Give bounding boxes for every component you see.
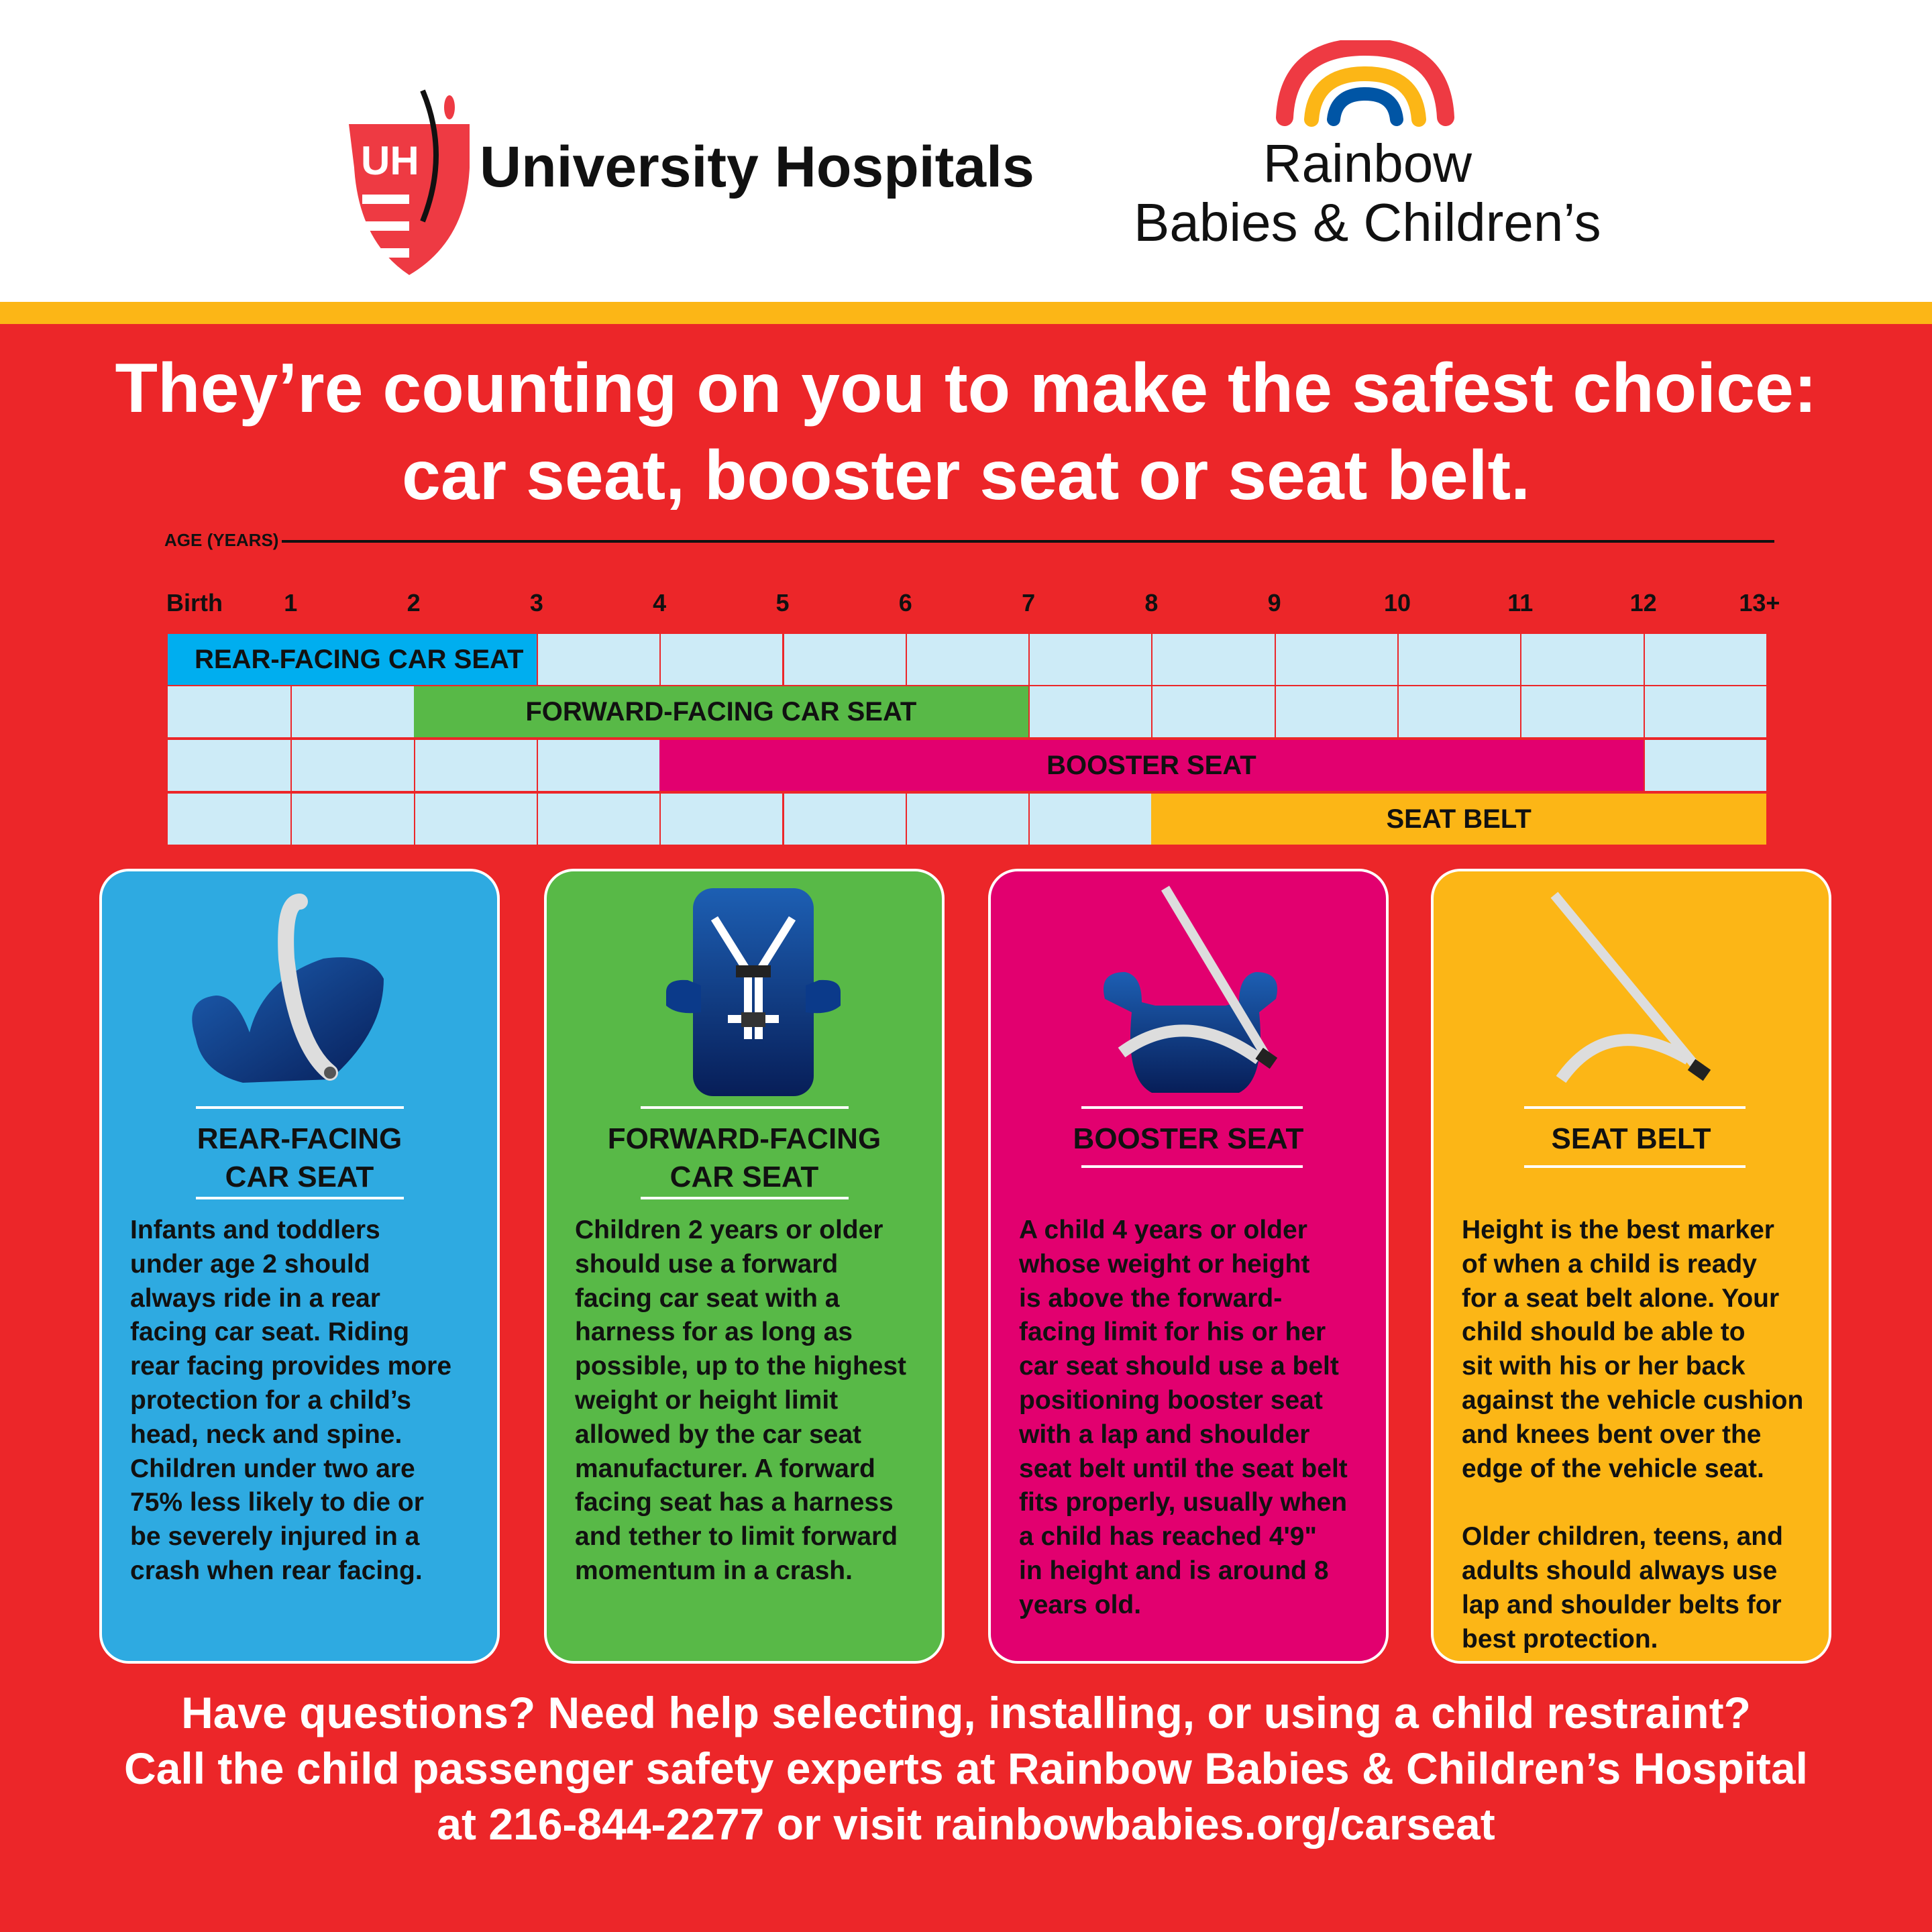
card-body: A child 4 years or older whose weight or height is above the forward- facing limit for his or her car seat should use a belt positioning booster seat with a lap and shoulder seat belt until the seat belt fits properly, usually when a child has reached 4'9" in height and is around 8 years old. (1019, 1216, 1348, 1619)
age-bar (414, 686, 1029, 737)
rainbow-logo-icon (1275, 40, 1456, 134)
age-tick: 11 (1507, 589, 1534, 616)
rear-facing-seat-icon (102, 878, 502, 1099)
rainbow-logo-line2: Babies & Children’s (1134, 193, 1601, 252)
info-card (544, 869, 945, 1664)
grid-cell (538, 740, 659, 791)
age-tick: 8 (1144, 589, 1159, 616)
card-divider (1081, 1106, 1303, 1109)
age-tick: Birth (166, 589, 223, 616)
grid-cell (1030, 686, 1151, 737)
grid-cell (1399, 686, 1520, 737)
grid-cell (661, 634, 782, 685)
grid-cell (168, 686, 290, 737)
grid-cell (538, 794, 659, 845)
grid-cell (415, 740, 537, 791)
card-divider (1524, 1106, 1746, 1109)
uh-logo-mark: UH (361, 138, 419, 183)
grid-cell (1645, 634, 1766, 685)
headline-line2: car seat, booster seat or seat belt. (401, 437, 1531, 515)
age-tick: 3 (529, 589, 543, 616)
grid-cell (1276, 686, 1397, 737)
info-card (988, 869, 1389, 1664)
grid-cell (1030, 634, 1151, 685)
age-tick: 4 (653, 589, 667, 616)
age-tick: 5 (775, 589, 790, 616)
uh-logo-text: University Hospitals (480, 135, 1034, 199)
card-divider (1524, 1165, 1746, 1168)
grid-cell (1152, 686, 1274, 737)
card-title: SEAT BELT (1551, 1122, 1711, 1155)
age-tick: 12 (1629, 589, 1657, 616)
card-divider (641, 1197, 849, 1199)
age-tick: 7 (1022, 589, 1036, 616)
grid-cell (292, 740, 413, 791)
age-tick: 13+ (1739, 589, 1780, 616)
info-card (1431, 869, 1831, 1664)
card-title: REAR-FACING (197, 1122, 402, 1155)
grid-cell (784, 634, 906, 685)
grid-cell (1152, 634, 1274, 685)
card-body: Height is the best marker of when a child is ready for a seat belt alone. Your child should be able to sit with his or her back against the vehicle cushion and knees bent over the edge of the vehicle seat. Older children, teens, and adults should always use lap and shoulder belts for best protection. (1462, 1216, 1804, 1654)
age-bar (168, 634, 537, 685)
age-bar-label: BOOSTER SEAT (1046, 750, 1256, 780)
card-body: Children 2 years or older should use a forward facing car seat with a harness for as long as possible, up to the highest weight or height limit allowed by the car seat manufacturer. A forward facing seat has a harness and tether to limit forward momentum in a crash. (575, 1216, 907, 1585)
grid-cell (292, 794, 413, 845)
uh-logo-icon (342, 87, 476, 282)
age-bar-label: SEAT BELT (1386, 804, 1532, 834)
header-stripe (0, 302, 1932, 324)
grid-cell (168, 794, 290, 845)
age-axis-label: AGE (YEARS) (164, 530, 279, 550)
age-bar-label: REAR-FACING CAR SEAT (195, 644, 524, 674)
info-card (99, 869, 500, 1664)
grid-cell (1645, 740, 1766, 791)
grid-cell (415, 794, 537, 845)
grid-cell (168, 740, 290, 791)
card-divider (641, 1106, 849, 1109)
grid-cell (907, 634, 1028, 685)
seat-belt-icon (1434, 878, 1834, 1099)
age-tick: 1 (284, 589, 298, 616)
grid-cell (1030, 794, 1151, 845)
card-divider (1081, 1165, 1303, 1168)
card-divider (196, 1106, 404, 1109)
card-title: CAR SEAT (225, 1161, 374, 1193)
age-tick: 6 (898, 589, 912, 616)
age-axis-line (282, 540, 1774, 543)
footer-line1: Have questions? Need help selecting, installing, or using a child restraint? (181, 1688, 1751, 1737)
card-title: BOOSTER SEAT (1073, 1122, 1304, 1155)
rainbow-logo-text (1134, 134, 1601, 252)
grid-cell (1645, 686, 1766, 737)
grid-cell (784, 794, 906, 845)
footer-line2: Call the child passenger safety experts at Rainbow Babies & Children’s Hospital (124, 1743, 1808, 1793)
card-title: FORWARD-FACING (607, 1122, 881, 1155)
age-bar (659, 740, 1643, 791)
card-title: CAR SEAT (669, 1161, 819, 1193)
grid-cell (1521, 686, 1643, 737)
age-bar-label: FORWARD-FACING CAR SEAT (525, 696, 917, 727)
card-body: Infants and toddlers under age 2 should always ride in a rear facing car seat. Riding rear facing provides more protection for a child’s head, neck and spine. Children under two are 75% less likely to die or be severely injured in a crash when rear facing. (130, 1216, 452, 1585)
grid-cell (1521, 634, 1643, 685)
age-tick: 10 (1383, 589, 1411, 616)
forward-facing-seat-icon (547, 878, 947, 1099)
age-tick: 9 (1267, 589, 1281, 616)
grid-cell (538, 634, 659, 685)
age-tick: 2 (407, 589, 421, 616)
headline-line1: They’re counting on you to make the safest choice: (115, 350, 1817, 427)
grid-cell (1276, 634, 1397, 685)
age-bar (1151, 794, 1766, 845)
card-divider (196, 1197, 404, 1199)
rainbow-logo-line1: Rainbow (1263, 133, 1472, 193)
grid-cell (907, 794, 1028, 845)
footer-line3: at 216-844-2277 or visit rainbowbabies.org/carseat (437, 1799, 1495, 1849)
grid-cell (661, 794, 782, 845)
booster-seat-icon (991, 878, 1391, 1099)
grid-cell (292, 686, 413, 737)
grid-cell (1399, 634, 1520, 685)
